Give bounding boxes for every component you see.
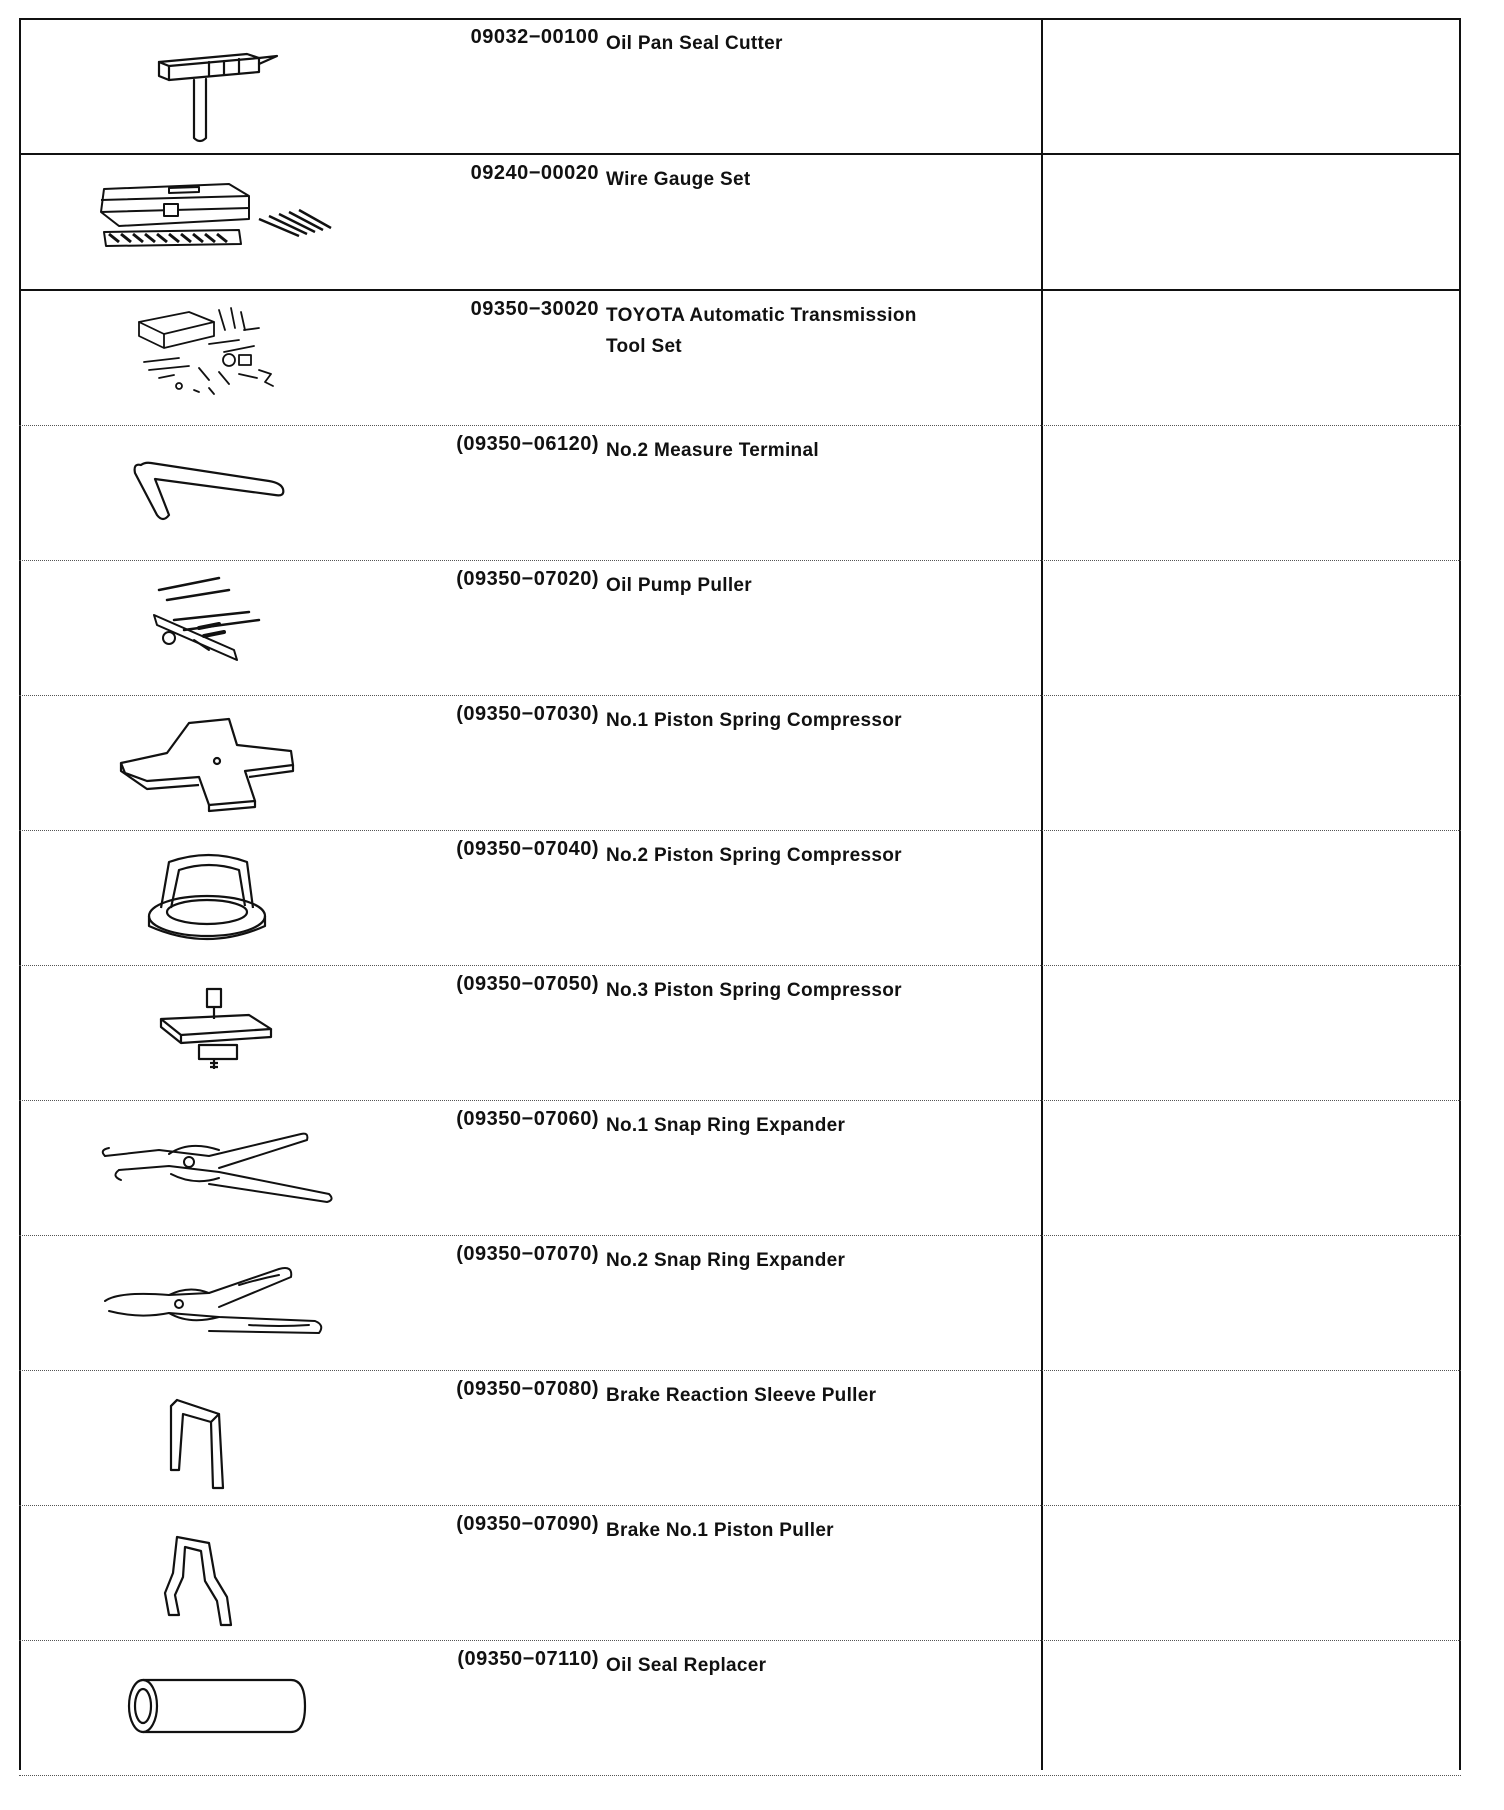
tool-name-line: Brake No.1 Piston Puller <box>606 1520 834 1541</box>
part-number: (09350−07030) <box>456 703 599 725</box>
tool-name-line: No.3 Piston Spring Compressor <box>606 980 902 1001</box>
table-row <box>19 965 1461 1101</box>
part-number: (09350−07110) <box>457 1648 599 1670</box>
part-number: 09240−00020 <box>470 162 599 184</box>
tool-name <box>606 1245 1026 1276</box>
tool-name <box>606 705 1026 736</box>
oil-seal-replacer-illustration <box>59 1650 369 1768</box>
tool-name <box>606 28 1026 59</box>
part-number: 09032−00100 <box>470 26 599 48</box>
tool-name <box>606 1515 1026 1546</box>
snap-ring-expander-2-illustration <box>59 1245 369 1363</box>
part-number: (09350−07090) <box>456 1513 599 1535</box>
table-row <box>19 18 1461 155</box>
tool-name-line: No.1 Piston Spring Compressor <box>606 710 902 731</box>
table-row <box>19 154 1461 291</box>
table-row <box>19 1370 1461 1506</box>
tool-name <box>606 435 1026 466</box>
part-number: (09350−07060) <box>456 1108 599 1130</box>
tool-name <box>606 975 1026 1006</box>
special-service-tools-sheet <box>19 18 1461 1770</box>
cross-plate-compressor-illustration <box>59 705 369 823</box>
tool-name-line: Oil Pan Seal Cutter <box>606 33 783 54</box>
table-row <box>19 1505 1461 1641</box>
oil-pump-puller-illustration <box>59 570 369 688</box>
tool-name-line: Oil Pump Puller <box>606 575 752 596</box>
seal-cutter-illustration <box>59 28 369 146</box>
table-row <box>19 1100 1461 1236</box>
table-row <box>19 290 1461 426</box>
tool-name-line: No.2 Piston Spring Compressor <box>606 845 902 866</box>
table-row <box>19 560 1461 696</box>
part-number: (09350−07080) <box>456 1378 599 1400</box>
part-number: (09350−06120) <box>456 433 599 455</box>
part-number: (09350−07040) <box>456 838 599 860</box>
transmission-tool-set-illustration <box>59 300 369 418</box>
table-row <box>19 1235 1461 1371</box>
part-number: (09350−07050) <box>456 973 599 995</box>
ring-compressor-illustration <box>59 840 369 958</box>
tool-name <box>606 1110 1026 1141</box>
snap-ring-expander-1-illustration <box>59 1110 369 1228</box>
tool-name-line: Tool Set <box>606 336 682 357</box>
part-number: 09350−30020 <box>470 298 599 320</box>
table-row <box>19 695 1461 831</box>
tool-name <box>606 1650 1026 1681</box>
wire-gauge-set-illustration <box>59 164 369 282</box>
tool-name <box>606 840 1026 871</box>
measure-terminal-illustration <box>59 435 369 553</box>
tool-name-line: No.2 Snap Ring Expander <box>606 1250 846 1271</box>
tool-name-line: No.2 Measure Terminal <box>606 440 819 461</box>
table-row <box>19 1640 1461 1776</box>
tool-name-line: No.1 Snap Ring Expander <box>606 1115 846 1136</box>
tool-name-line: Wire Gauge Set <box>606 169 751 190</box>
sleeve-puller-illustration <box>59 1380 369 1498</box>
tool-name-line: Oil Seal Replacer <box>606 1655 767 1676</box>
tool-name-line: Brake Reaction Sleeve Puller <box>606 1385 877 1406</box>
part-number: (09350−07070) <box>456 1243 599 1265</box>
piston-puller-illustration <box>59 1515 369 1633</box>
table-row <box>19 830 1461 966</box>
tool-name <box>606 164 1026 195</box>
table-row <box>19 425 1461 561</box>
tool-name <box>606 1380 1026 1411</box>
part-number: (09350−07020) <box>456 568 599 590</box>
tool-name <box>606 300 1026 362</box>
tool-name-line: TOYOTA Automatic Transmission <box>606 305 917 326</box>
tool-name <box>606 570 1026 601</box>
plate-compressor-illustration <box>59 975 369 1093</box>
